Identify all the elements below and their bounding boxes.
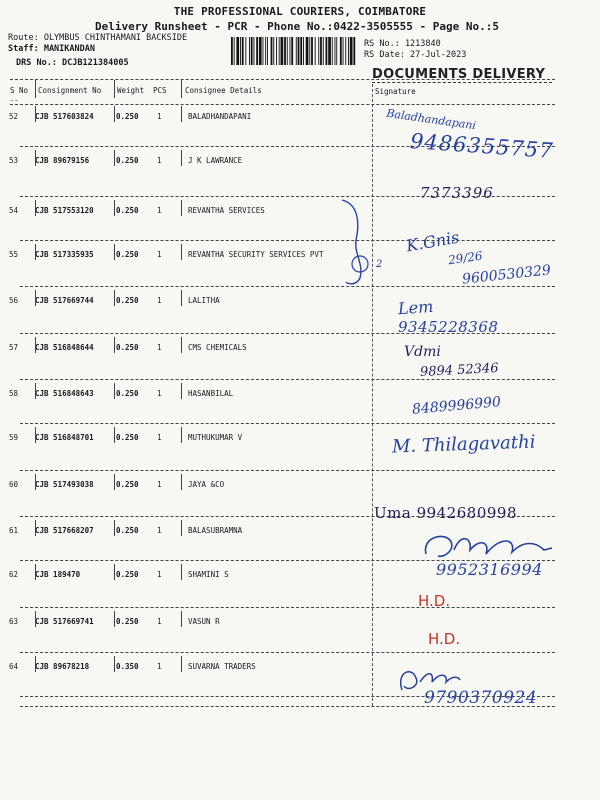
weight-cell: 0.250 (116, 206, 139, 215)
col-divider (35, 656, 36, 672)
pcs-cell: 1 (157, 433, 162, 442)
barcode-bar (328, 37, 331, 65)
barcode-bar (279, 37, 280, 65)
col-divider (35, 427, 36, 443)
barcode-bar (276, 37, 277, 65)
col-divider (35, 244, 36, 260)
col-weight: Weight (117, 86, 145, 95)
barcode-bar (335, 37, 336, 65)
pcs-cell: 1 (157, 250, 162, 259)
barcode-bar (291, 37, 293, 65)
barcode-bar (259, 37, 262, 65)
barcode-bar (249, 37, 250, 65)
pcs-cell: 1 (157, 389, 162, 398)
col-divider (114, 520, 115, 536)
signature-61 (420, 528, 560, 564)
weight-cell: 0.350 (116, 662, 139, 671)
barcode-bar (242, 37, 244, 65)
rs-date: RS Date: 27-Jul-2023 (364, 50, 467, 60)
drs-number: DRS No.: DCJB121384005 (16, 58, 129, 68)
consignment-cell: CJB 517669741 (35, 617, 94, 626)
barcode-bar (263, 37, 264, 65)
barcode-bar (311, 37, 313, 65)
barcode-bar (256, 37, 258, 65)
consignee-cell: VASUN R (188, 617, 220, 626)
sno-cell: 62 (9, 570, 19, 579)
hd-mark-62: H.D. (418, 592, 451, 610)
barcode-bar (267, 37, 268, 65)
signature-55: K.Gnis (404, 227, 461, 256)
count-mark-55: 2 (376, 259, 383, 270)
col-sno: S No (10, 86, 29, 95)
barcode-bar (298, 37, 300, 65)
consignment-cell: CJB 517553120 (35, 206, 94, 215)
consignment-cell: CJB 517493038 (35, 480, 94, 489)
row-rule (20, 652, 555, 653)
signature-56: Lem (397, 296, 434, 319)
phone-56: 9345228368 (398, 318, 499, 336)
consignee-cell: SUVARNA TRADERS (188, 662, 256, 671)
rs-number: RS No.: 1213840 (364, 39, 441, 49)
hd-mark-63: H.D. (428, 630, 461, 648)
col-divider (181, 290, 182, 306)
phone-52: 9486355757 (409, 129, 555, 163)
barcode-bar (231, 37, 233, 65)
barcode-bar (345, 37, 346, 65)
pcs-cell: 1 (157, 156, 162, 165)
consignee-cell: BALASUBRAMNA (188, 526, 243, 535)
col-divider (35, 611, 36, 627)
col-divider (181, 520, 182, 536)
col-divider (114, 150, 115, 166)
col-divider (181, 656, 182, 672)
barcode-bar (340, 37, 342, 65)
barcode-bar (350, 37, 353, 65)
col-divider (181, 337, 182, 353)
row-rule (20, 470, 555, 471)
barcode-bar (343, 37, 344, 65)
bracket-mark (336, 196, 376, 288)
sno-cell: 53 (9, 156, 19, 165)
col-divider (114, 656, 115, 672)
col-divider (181, 80, 182, 98)
barcode-bar (353, 37, 355, 65)
consignee-cell: J K LAWRANCE (188, 156, 243, 165)
pcs-cell: 1 (157, 296, 162, 305)
barcode-bar (281, 37, 284, 65)
route-text: Route: OLYMBUS CHINTHAMANI BACKSIDE (8, 33, 188, 43)
sno-cell: 61 (9, 526, 19, 535)
title-underline (372, 82, 552, 83)
runsheet-title: Delivery Runsheet - PCR - Phone No.:0422-3505555 - Page No.:5 (95, 20, 499, 33)
table-bottom-rule (20, 706, 555, 707)
consignee-cell: SHAMINI S (188, 570, 229, 579)
consignee-cell: CMS CHEMICALS (188, 343, 247, 352)
barcode-bar (245, 37, 246, 65)
barcode-bar (271, 37, 273, 65)
sno-cell: 58 (9, 389, 19, 398)
header-dashes-2: -- (10, 97, 19, 105)
signature-57: Vdmi (404, 344, 441, 360)
col-divider (114, 290, 115, 306)
barcode-bar (273, 37, 274, 65)
header-rule-top (10, 79, 555, 80)
col-divider (114, 474, 115, 490)
col-divider (114, 200, 115, 216)
pcs-cell: 1 (157, 570, 162, 579)
consignment-cell: CJB 189470 (35, 570, 81, 579)
col-divider (35, 200, 36, 216)
col-divider (114, 383, 115, 399)
phone-58: 8489996990 (411, 394, 502, 418)
sno-cell: 64 (9, 662, 19, 671)
consignment-cell: CJB 517669744 (35, 296, 94, 305)
sno-cell: 63 (9, 617, 19, 626)
col-divider (114, 564, 115, 580)
phone-60: Uma 9942680998 (374, 504, 518, 522)
col-divider (114, 80, 115, 98)
consignee-cell: HASANBILAL (188, 389, 234, 398)
col-divider (181, 474, 182, 490)
pcs-cell: 1 (157, 480, 162, 489)
company-title: THE PROFESSIONAL COURIERS, COIMBATORE (173, 5, 427, 18)
col-divider (181, 106, 182, 122)
barcode-bar (290, 37, 291, 65)
col-divider (35, 564, 36, 580)
consignee-cell: REVANTHA SERVICES (188, 206, 265, 215)
barcode-bar (251, 37, 253, 65)
col-divider (35, 337, 36, 353)
consignment-cell: CJB 516848701 (35, 433, 94, 442)
pcs-cell: 1 (157, 662, 162, 671)
col-divider (35, 150, 36, 166)
col-divider (114, 244, 115, 260)
phone-55: 9600530329 (461, 262, 552, 288)
weight-cell: 0.250 (116, 250, 139, 259)
barcode-bar (303, 37, 304, 65)
pcs-cell: 1 (157, 343, 162, 352)
col-divider (35, 106, 36, 122)
barcode-bar (234, 37, 235, 65)
barcode-bar (240, 37, 241, 65)
signature-divider (372, 84, 373, 706)
header-dashes: -- (10, 76, 19, 84)
pcs-cell: 1 (157, 617, 162, 626)
barcode-bar (296, 37, 297, 65)
row-rule (20, 607, 555, 608)
consignee-cell: LALITHA (188, 296, 220, 305)
col-divider (181, 200, 182, 216)
barcode-bar (348, 37, 349, 65)
barcode-bar (287, 37, 288, 65)
row-rule (20, 423, 555, 424)
barcode-bar (323, 37, 324, 65)
weight-cell: 0.250 (116, 433, 139, 442)
row-rule (20, 240, 555, 241)
col-divider (35, 474, 36, 490)
barcode-bar (320, 37, 322, 65)
consignee-cell: BALADHANDAPANI (188, 112, 252, 121)
barcode-bar (284, 37, 286, 65)
barcode (230, 37, 358, 65)
sno-cell: 54 (9, 206, 19, 215)
weight-cell: 0.250 (116, 526, 139, 535)
weight-cell: 0.250 (116, 389, 139, 398)
col-divider (35, 520, 36, 536)
col-divider (35, 290, 36, 306)
weight-cell: 0.250 (116, 296, 139, 305)
staff-text: Staff: MANIKANDAN (8, 44, 95, 54)
sno-cell: 52 (9, 112, 19, 121)
barcode-bar (254, 37, 255, 65)
weight-cell: 0.250 (116, 570, 139, 579)
barcode-bar (318, 37, 319, 65)
barcode-bar (306, 37, 309, 65)
sno-cell: 56 (9, 296, 19, 305)
sno-cell: 59 (9, 433, 19, 442)
col-divider (181, 564, 182, 580)
col-signature: Signature (375, 87, 416, 96)
col-divider (35, 80, 36, 98)
barcode-bar (236, 37, 239, 65)
barcode-bar (300, 37, 302, 65)
number-55: 29/26 (447, 248, 484, 268)
barcode-bar (326, 37, 328, 65)
col-divider (181, 427, 182, 443)
phone-62: 9952316994 (436, 560, 543, 579)
col-divider (181, 244, 182, 260)
pcs-cell: 1 (157, 112, 162, 121)
phone-57: 9894 52346 (419, 360, 499, 381)
phone-53: 7373396 (420, 184, 494, 202)
barcode-bar (332, 37, 333, 65)
weight-cell: 0.250 (116, 480, 139, 489)
row-rule (20, 379, 555, 380)
consignment-cell: CJB 89678218 (35, 662, 90, 671)
sno-cell: 60 (9, 480, 19, 489)
barcode-bar (265, 37, 266, 65)
consignment-cell: CJB 517335935 (35, 250, 94, 259)
col-pcs: PCS (153, 86, 167, 95)
signature-59: M. Thilagavathi (391, 431, 536, 458)
col-divider (181, 611, 182, 627)
col-divider (114, 337, 115, 353)
consignment-cell: CJB 516848644 (35, 343, 94, 352)
weight-cell: 0.250 (116, 343, 139, 352)
phone-64: 9790370924 (424, 688, 538, 708)
pcs-cell: 1 (157, 526, 162, 535)
consignee-cell: REVANTHA SECURITY SERVICES PVT (188, 250, 324, 259)
col-divider (114, 611, 115, 627)
col-divider (114, 106, 115, 122)
col-divider (181, 150, 182, 166)
barcode-bar (315, 37, 316, 65)
col-divider (35, 383, 36, 399)
barcode-bar (336, 37, 337, 65)
barcode-bar (309, 37, 310, 65)
consignment-cell: CJB 516848643 (35, 389, 94, 398)
pcs-cell: 1 (157, 206, 162, 215)
header-rule-bottom (10, 104, 555, 105)
col-consignee: Consignee Details (185, 86, 262, 95)
documents-delivery-title: DOCUMENTS DELIVERY (372, 67, 546, 82)
consignee-cell: MUTHUKUMAR V (188, 433, 243, 442)
consignment-cell: CJB 517603824 (35, 112, 94, 121)
sno-cell: 57 (9, 343, 19, 352)
sno-cell: 55 (9, 250, 19, 259)
col-consignment: Consignment No (38, 86, 102, 95)
consignee-cell: JAYA &CO (188, 480, 225, 489)
consignment-cell: CJB 517668207 (35, 526, 94, 535)
col-divider (181, 383, 182, 399)
signature-52: Baladhandapani (385, 106, 477, 133)
weight-cell: 0.250 (116, 156, 139, 165)
consignment-cell: CJB 89679156 (35, 156, 90, 165)
col-divider (114, 427, 115, 443)
weight-cell: 0.250 (116, 112, 139, 121)
weight-cell: 0.250 (116, 617, 139, 626)
